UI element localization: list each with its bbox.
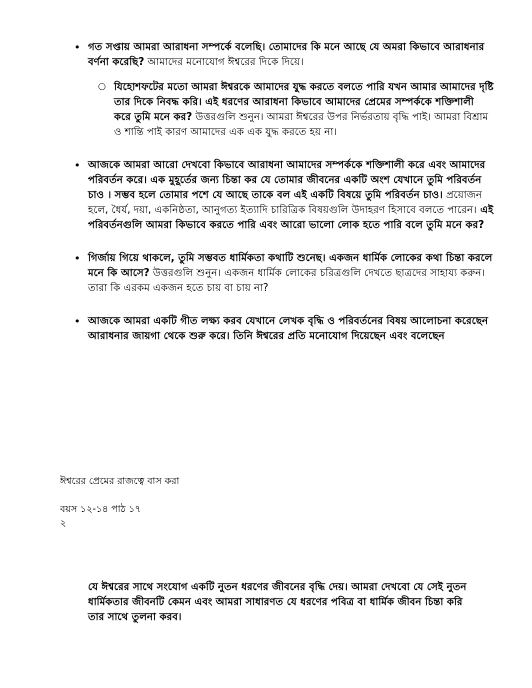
page-footer [60, 475, 179, 531]
footer-spacer [60, 489, 179, 503]
bullet-1-plain-text: আমাদের মনোযোগ ঈশ্বরের দিকে দিয়ে। [144, 57, 304, 68]
bullet-item-4 [74, 314, 494, 344]
bullet-item-1 [74, 40, 494, 140]
bullet-3-bold-text: গির্জায় গিয়ে থাকলে, তুমি সম্ভবত ধার্মিকতা কথাটি শুনেছ। একজন ধার্মিক লোকের কথা চিন্তা করলে মনে কি আসে? [88, 253, 493, 279]
closing-paragraph: যে ঈশ্বরের সাথে সংযোগ একটি নুতন ধরণের জীবনের বৃদ্ধি দেয়। আমরা দেখবো যে সেই নুতন ধার্মিকতার জীবনটি কেমন এবং আমরা সাধারণত যে ধরণের পবিত্র বা ধার্মিক জীবন চিন্তা করি তার সাথে তুলনা করব। [88, 582, 467, 623]
bullet-dot-icon: • [74, 159, 81, 172]
bullet-dot-icon: • [74, 252, 81, 265]
bullet-dot-icon: • [74, 315, 81, 328]
sub-bullet-item [88, 80, 494, 140]
sub-list [88, 80, 494, 140]
bullet-2-bold-text: আজকে আমরা আরো দেখবো কিভাবে আরাধনা আমাদের সম্পর্ককে শক্তিশালী করে এবং আমাদের পরিবর্তন করে। এক মুহূর্তের জন্য চিন্তা কর যে তোমার জীবনের একটি অংশ যেখানে তুমি পরিবর্তন চাও । সম্ভব হলে তোমার পশে যে আছে তাকে বল এই একটি বিষয়ে তুমি পরিবর্তন চাও। [88, 160, 486, 201]
sub-bullet-bold-text: যিহোশফটের মতো আমরা ঈশ্বরকে আমাদের যুদ্ধ করতে বলতে পারি যখন আমার আমাদের দৃষ্টি তার দিকে নিবদ্ধ করি। এই ধরণের আরাধনা কিভাবে আমাদের প্রেমের সম্পর্ককে শক্তিশালী করে তুমি মনে কর? [114, 82, 494, 123]
bullet-2-bold-text-2: এই পরিবর্তনগুলি আমরা কিভাবে করতে পারি এবং আরো ভালো লোক হতে পারি বলে তুমি মনে কর? [88, 205, 494, 231]
hollow-circle-bullet-icon: ○ [98, 82, 106, 92]
bullet-1-bold-text: গত সপ্তায় আমরা আরাধনা সম্পর্কে বলেছি। তোমাদের কি মনে আছে যে অমরা কিভাবে আরাধনার বর্ণনা করেছি? [88, 42, 485, 68]
bullet-item-3 [74, 251, 494, 296]
bullet-item-2 [74, 158, 494, 233]
bullet-4-bold-text: আজকে আমরা একটি গীত লক্ষ্য করব যেখানে লেখক বৃদ্ধি ও পরিবর্তনের বিষয় আলোচনা করেছেন আরাধনার জায়গা থেকে শুরু করে। তিনি ঈশ্বরের প্রতি মনোযোগ দিয়েছেন এবং বলেছেন [88, 316, 489, 342]
page-number: ২ [60, 518, 67, 529]
bullet-2-plain-text: প্রয়োজন হলে, ধৈর্য, দয়া, একনিষ্ঠতা, আনুগত্য ইত্যাদি চারিত্রিক বিষয়গুলি উদাহরণ হিসাবে বলতে পারেন। [88, 190, 482, 216]
sub-bullet-plain-text: উত্তরগুলি শুনুন। আমরা ঈশ্বরের উপর নির্ভরতায় বৃদ্ধি পাই। আমরা বিশ্রাম ও শান্তি পাই কারণ আমাদের এক এক যুদ্ধ করতে হয় না। [114, 112, 489, 138]
footer-title: ঈশ্বরের প্রেমের রাজত্বে বাস করা [60, 476, 180, 487]
bullet-3-plain-text: উত্তরগুলি শুনুন। একজন ধার্মিক লোকের চরিত্রগুলি দেখতে ছাত্রদের সাহায্য করুন। তারা কি এরকম একজন হতে চায় বা চায় না? [88, 268, 485, 294]
footer-meta: বয়স ১২-১৪ পাঠ ১৭ [60, 504, 141, 515]
bullet-dot-icon: • [74, 41, 81, 54]
bullet-list [74, 40, 494, 362]
